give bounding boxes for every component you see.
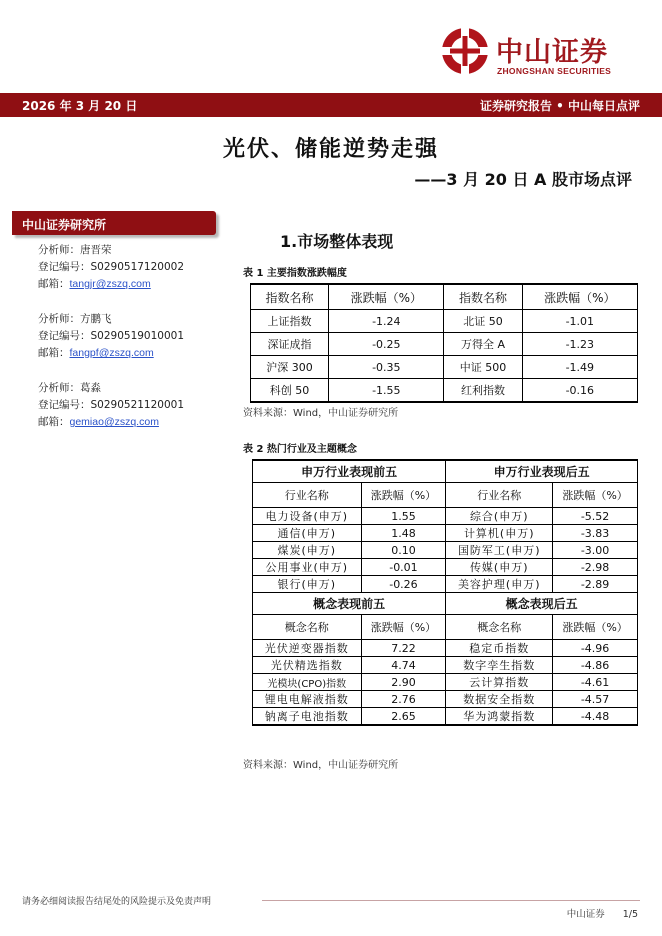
change-cell: -3.00 [553,542,638,559]
email-label: 邮箱： [38,347,70,359]
change-cell: -1.49 [522,356,637,379]
table2-caption: 表 2 热门行业及主题概念 [243,444,357,455]
footer-disclaimer: 请务必细阅读报告结尾处的风险提示及免责声明 [22,897,212,907]
table-row [251,356,638,379]
change-cell: -2.89 [553,576,638,593]
report-type: 证券研究报告 • 中山每日点评 [479,99,640,113]
industry-name-cell: 银行(申万) [253,576,362,593]
column-header: 涨跌幅（%） [361,615,446,640]
table-row [253,576,638,593]
company-logo [440,24,640,84]
hot-sectors-table [252,459,638,726]
page-number: 1/5 [622,909,638,920]
email-label: 邮箱： [38,278,70,290]
index-performance-table [250,283,638,403]
change-cell: -4.57 [553,691,638,708]
change-cell: 2.65 [361,708,446,726]
analyst-email-line [38,414,184,431]
analyst-block [38,380,184,431]
column-header: 行业名称 [253,483,362,508]
table-header-row [253,615,638,640]
group-title: 概念表现前五 [253,593,446,615]
analyst-email-line [38,345,184,362]
industry-name-cell: 国防军工(申万) [446,542,553,559]
table-row [251,310,638,333]
concept-name-cell: 数字孪生指数 [446,657,553,674]
report-subtitle: ——3 月 20 日 A 股市场点评 [414,170,632,189]
group-title-row [253,593,638,615]
concept-name-cell: 华为鸿蒙指数 [446,708,553,726]
change-cell: -4.86 [553,657,638,674]
change-cell: -1.23 [522,333,637,356]
group-title: 申万行业表现前五 [253,460,446,483]
column-header: 涨跌幅（%） [553,483,638,508]
change-cell: -2.98 [553,559,638,576]
email-label: 邮箱： [38,416,70,428]
change-cell: 0.10 [361,542,446,559]
table-row [251,333,638,356]
footer-meta [549,906,638,920]
analyst-email-line [38,276,184,293]
change-cell: -0.01 [361,559,446,576]
table-header-row [251,284,638,310]
table-row [253,640,638,657]
report-title: 光伏、储能逆势走强 [222,137,439,162]
change-cell: 7.22 [361,640,446,657]
sidebar-heading-label: 中山证券研究所 [22,218,107,232]
logo-name-en: ZHONGSHAN SECURITIES [497,66,612,76]
change-cell: -4.96 [553,640,638,657]
change-cell: -4.48 [553,708,638,726]
footer-company: 中山证券 [566,909,605,920]
change-cell: -5.52 [553,508,638,525]
analyst-email-link[interactable]: fangpf@zszq.com [69,347,154,359]
table-row [253,691,638,708]
footer-divider [262,900,640,901]
table-row [253,674,638,691]
analyst-registration: 登记编号：S0290521120001 [38,399,185,411]
group-title: 申万行业表现后五 [446,460,638,483]
group-title: 概念表现后五 [446,593,638,615]
index-name-cell: 上证指数 [251,310,329,333]
header-bar [0,93,662,117]
table1-source: 资料来源：Wind，中山证券研究所 [243,408,399,419]
table-row [253,708,638,726]
change-cell: -0.26 [361,576,446,593]
change-cell: 2.90 [361,674,446,691]
industry-name-cell: 美容护理(申万) [446,576,553,593]
sidebar-heading [12,211,216,235]
report-date: 2026 年 3 月 20 日 [22,99,138,113]
column-header: 涨跌幅（%） [329,284,444,310]
industry-name-cell: 公用事业(申万) [253,559,362,576]
table-row [253,525,638,542]
industry-name-cell: 计算机(申万) [446,525,553,542]
industry-name-cell: 通信(申万) [253,525,362,542]
change-cell: -3.83 [553,525,638,542]
index-name-cell: 深证成指 [251,333,329,356]
concept-name-cell: 云计算指数 [446,674,553,691]
index-name-cell: 北证 50 [444,310,522,333]
index-name-cell: 中证 500 [444,356,522,379]
analyst-registration: 登记编号：S0290519010001 [38,330,185,342]
concept-name-cell: 光伏精选指数 [253,657,362,674]
column-header: 概念名称 [253,615,362,640]
change-cell: -0.35 [329,356,444,379]
change-cell: -0.25 [329,333,444,356]
table-row [253,559,638,576]
section-title: 1.市场整体表现 [280,232,394,251]
concept-name-cell: 光伏逆变器指数 [253,640,362,657]
index-name-cell: 万得全 A [444,333,522,356]
analyst-email-link[interactable]: tangjr@zszq.com [69,278,151,290]
analyst-name: 分析师：方鹏飞 [38,313,112,325]
change-cell: -1.24 [329,310,444,333]
analyst-block [38,242,184,293]
industry-name-cell: 传媒(申万) [446,559,553,576]
table-header-row [253,483,638,508]
change-cell: -0.16 [522,379,637,403]
index-name-cell: 科创 50 [251,379,329,403]
concept-name-cell: 光模块(CPO)指数 [253,674,362,691]
column-header: 涨跌幅（%） [553,615,638,640]
concept-name-cell: 稳定币指数 [446,640,553,657]
zhongshan-logo-icon [440,26,490,76]
table-row [253,508,638,525]
analyst-name: 分析师：唐晋荣 [38,244,112,256]
industry-name-cell: 综合(申万) [446,508,553,525]
table2-source: 资料来源：Wind，中山证券研究所 [243,760,399,771]
table-row [253,657,638,674]
column-header: 概念名称 [446,615,553,640]
change-cell: 2.76 [361,691,446,708]
industry-name-cell: 电力设备(申万) [253,508,362,525]
change-cell: 1.55 [361,508,446,525]
column-header: 指数名称 [251,284,329,310]
change-cell: -1.55 [329,379,444,403]
table-row [253,542,638,559]
index-name-cell: 红利指数 [444,379,522,403]
industry-name-cell: 煤炭(申万) [253,542,362,559]
analyst-registration: 登记编号：S0290517120002 [38,261,185,273]
column-header: 涨跌幅（%） [522,284,637,310]
index-name-cell: 沪深 300 [251,356,329,379]
concept-name-cell: 钠离子电池指数 [253,708,362,726]
group-title-row [253,460,638,483]
logo-name-cn: 中山证券 [496,37,608,68]
table-row [251,379,638,403]
change-cell: -1.01 [522,310,637,333]
change-cell: 4.74 [361,657,446,674]
analyst-name: 分析师：葛淼 [38,382,101,394]
analyst-block [38,311,184,362]
table1-caption: 表 1 主要指数涨跌幅度 [243,268,347,279]
change-cell: -4.61 [553,674,638,691]
concept-name-cell: 数据安全指数 [446,691,553,708]
column-header: 涨跌幅（%） [361,483,446,508]
column-header: 指数名称 [444,284,522,310]
column-header: 行业名称 [446,483,553,508]
concept-name-cell: 锂电电解液指数 [253,691,362,708]
analyst-email-link[interactable]: gemiao@zszq.com [69,416,159,428]
change-cell: 1.48 [361,525,446,542]
